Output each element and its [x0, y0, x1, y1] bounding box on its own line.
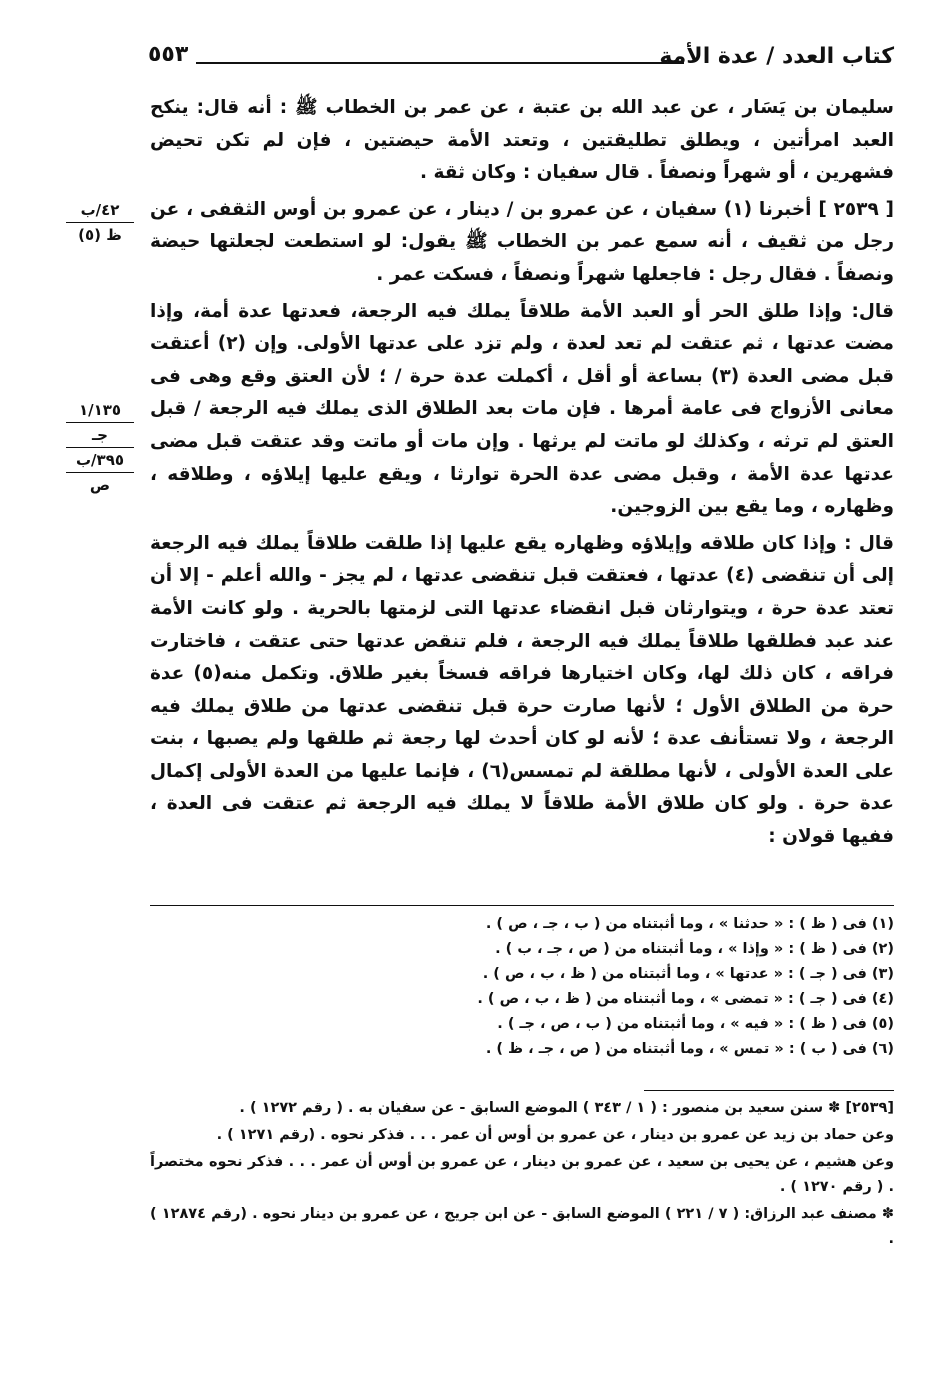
source-references — [150, 1096, 894, 1254]
footnotes — [150, 912, 894, 1062]
margin-note-manuscript-ref-2 — [60, 400, 140, 495]
footnotes-divider — [150, 905, 894, 906]
paragraph-text: وإذا طلق الحر أو العبد الأمة طلاقاً يملك فيه الرجعة، فعدتها عدة أمة، وإذا مضت عدتها ، ثم عتقت لم تعد لعدة ، ولم تزد على عدتها الأولى. وإن (٢) أعتقت قبل مضى العدة (٣) بساعة أو أقل ، أكملت عدة حرة / ؛ لأن العتق وقع وهى فى معانى الأزواج فى عامة أمرها . فإن مات بعد الطلاق الذى يملك فيه الرجعة / قبل العتق لم ترثه ، وكذلك لو ماتت لم يرثها . وإن مات أو ماتت وقد عتقت قبل مضى عدتها عدة الأمة ، وقبل مضى عدة الحرة توارثا ، ويقع عليها إيلاؤه ، وطلاقه ، وظهاره ، وما يقع بين الزوجين. — [150, 300, 895, 518]
paragraph-text: وإذا كان طلاقه وإيلاؤه وظهاره يقع عليها إذا طلقت طلاقاً يملك فيه الرجعة إلى أن تنقضى (٤) عدتها ، فعتقت قبل تنقضى عدتها ، لم يجز - والله أعلم - إلا أن تعتد عدة حرة ، ويتوارثان قبل انقضاء عدتها التى لزمتها بالحرية . ولو كانت الأمة عند عبد فطلقها طلاقاً يملك فيه الرجعة ، فلم تنقض عدتها حتى عتقت ، فاختارت فراقه ، كان ذلك لها، وكان اختيارها فراقه فسخاً بغير طلاق. وتكمل منه(٥) عدة حرة من الطلاق الأول ؛ لأنها صارت حرة قبل تنقضى عدتها من طلاق يملك فيه الرجعة ، ولا تستأنف عدة ؛ لأنه لو كان أحدث لها رجعة ثم طلقها ولم يصبها ، بنت على العدة الأولى ، لأنها مطلقة لم تمسس(٦) ، فإنما عليها من العدة الأولى إكمال عدة حرة . ولو كان طلاق الأمة طلاقاً لا يملك فيه الرجعة ثم عتقت فى العدة ، ففيها قولان : — [150, 532, 894, 848]
footnote: (٣) فى ( جـ ) : « عدتها » ، وما أثبتناه من ( ظ ، ب ، ص ) . — [482, 966, 894, 982]
footnote: (٢) فى ( ظ ) : « وإذا » ، وما أثبتناه من ( ص ، جـ ، ب ) . — [495, 941, 894, 957]
footnote: (٤) فى ( جـ ) : « تمضى » ، وما أثبتناه من ( ظ ، ب ، ص ) . — [477, 991, 894, 1007]
footnote: (١) فى ( ظ ) : « حدثنا » ، وما أثبتناه من ( ب ، جـ ، ص ) . — [485, 916, 894, 932]
qala-lead: قال : — [844, 532, 894, 554]
paragraph — [150, 194, 894, 292]
margin-note-line: ٤٢/ب — [80, 201, 120, 219]
main-text — [150, 92, 894, 858]
page-number: ٥٥٣ — [148, 42, 189, 67]
margin-note-rule — [66, 422, 134, 423]
paragraph: سليمان بن يَسَار ، عن عبد الله بن عتبة ، عن عمر بن الخطاب ﷺ : أنه قال: ينكح العبد امرأتين ، ويطلق تطليقتين ، وتعتد الأمة حيضتين ، فإن لم تكن تحيض فشهرين ، أو شهراً ونصفاً . قال سفيان : وكان ثقة . — [150, 97, 894, 184]
paragraph — [150, 528, 894, 854]
sources-divider — [644, 1090, 894, 1091]
margin-note-line: ظ (٥) — [78, 226, 122, 244]
report-number-lead: [ ٢٥٣٩ ] أخبرنا — [758, 198, 895, 220]
margin-note-manuscript-ref-1 — [60, 200, 140, 245]
footnote: (٦) فى ( ب ) : « تمس » ، وما أثبتناه من ( ص ، جـ ، ظ ) . — [485, 1041, 894, 1057]
source-reference: ✽ مصنف عبد الرزاق: ( ٧ / ٢٢١ ) الموضع السابق - عن ابن جريج ، عن عمرو بن دينار نحوه . (رقم ١٢٨٧٤ ) . — [150, 1206, 894, 1247]
source-reference: وعن حماد بن زيد عن عمرو بن دينار ، عن عمرو بن أوس أن عمر . . . فذكر نحوه . (رقم ١٢٧١ ) . — [216, 1127, 894, 1143]
paragraph — [150, 296, 894, 524]
margin-note-rule — [66, 472, 134, 473]
page-header — [148, 40, 894, 80]
margin-note-line: ص — [89, 476, 111, 494]
qala-lead: قال: — [851, 300, 894, 322]
margin-note-line: ١/١٣٥ — [78, 401, 122, 419]
margin-note-line: ٣٩٥/ب — [75, 451, 125, 469]
footnote: (٥) فى ( ظ ) : « فيه » ، وما أثبتناه من ( ب ، ص ، جـ ) . — [497, 1016, 894, 1032]
margin-note-rule — [66, 222, 134, 223]
margin-note-rule — [66, 447, 134, 448]
header-rule — [196, 62, 684, 64]
running-title: كتاب العدد / عدة الأمة — [659, 44, 894, 69]
paragraph-text: (١) سفيان ، عن عمرو بن / دينار ، عن عمرو بن أوس الثقفى ، عن رجل من ثقيف ، أنه سمع عمر بن الخطاب ﷺ يقول: لو استطعت لجعلتها حيضة ونصفاً . فقال رجل : فاجعلها شهراً ونصفاً ، فسكت عمر . — [150, 198, 894, 285]
source-reference: [٢٥٣٩] ✽ سنن سعيد بن منصور : ( ١ / ٣٤٣ ) الموضع السابق - عن سفيان به . ( رقم ١٢٧٢ ) . — [239, 1100, 894, 1116]
source-reference: وعن هشيم ، عن يحيى بن سعيد ، عن عمرو بن دينار ، عن عمرو بن أوس أن عمر . . . فذكر نحوه مختصراً . ( رقم ١٢٧٠ ) . — [150, 1154, 894, 1195]
margin-note-line: جـ — [92, 426, 108, 444]
